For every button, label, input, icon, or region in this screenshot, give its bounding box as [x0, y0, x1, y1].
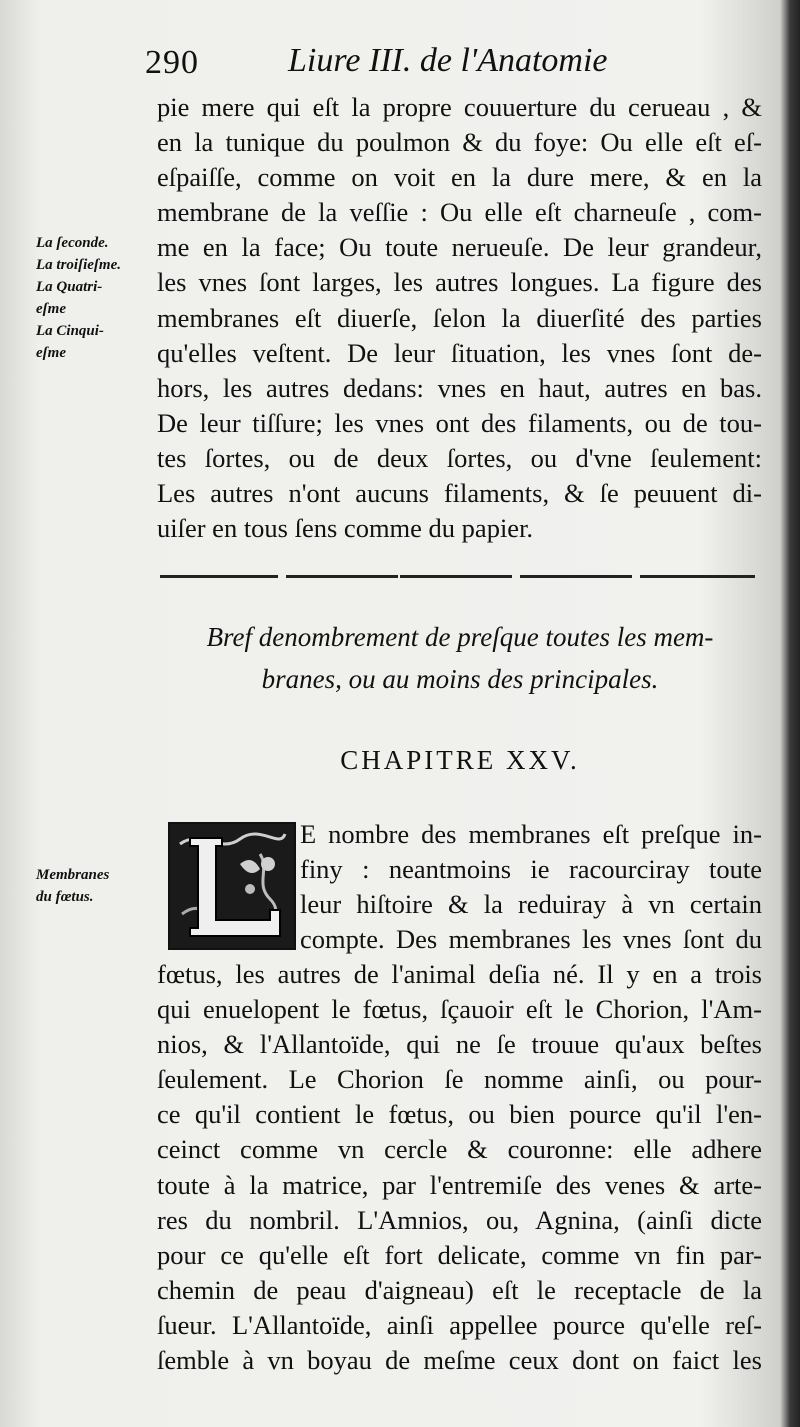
divider-segment	[520, 575, 632, 578]
text-block-fetus-membranes	[157, 957, 762, 1378]
page-number: 290	[145, 44, 199, 81]
text-line: en la tunique du poulmon & du foye: Ou elle eſt eſ-	[157, 127, 762, 158]
margin-notes-upper	[36, 232, 121, 364]
text-line: leur hiſtoire & la reduiray à vn certain	[300, 889, 762, 920]
chapter-heading-line-2: branes, ou au moins des principales.	[261, 664, 659, 694]
text-line: qu'elles veſtent. De leur ſituation, les vnes ſont de-	[157, 337, 762, 368]
text-line: pie mere qui eſt la propre couuerture du cerueau , &	[157, 92, 762, 122]
text-line: Les autres n'ont aucuns filaments, & ſe peuuent di-	[157, 478, 762, 509]
margin-note: eſme	[36, 345, 66, 361]
text-block-continuation	[157, 90, 762, 546]
section-divider	[160, 575, 755, 579]
text-line: ceinct comme vn cercle & couronne: elle adhere	[157, 1134, 762, 1165]
text-line: membranes eſt diuerſe, ſelon la diuerſité des parties	[157, 302, 762, 333]
margin-note: La Cinqui-	[36, 323, 104, 339]
page-header	[140, 40, 760, 92]
margin-note: La ſeconde.	[36, 235, 109, 251]
text-line: ſemble à vn boyau de meſme ceux dont on faict les	[157, 1345, 762, 1376]
text-line: uiſer en tous ſens comme du papier.	[157, 513, 534, 544]
text-line: fœtus, les autres de l'animal deſia né. Il y en a trois	[157, 959, 762, 989]
text-line: toute à la matrice, par l'entremiſe des venes & arte-	[157, 1169, 762, 1200]
chapter-number: CHAPITRE XXV.	[340, 745, 580, 775]
running-title: Liure III. de l'Anatomie	[288, 42, 608, 79]
text-line: ce qu'il contient le fœtus, ou bien pource qu'il l'en-	[157, 1099, 762, 1130]
margin-notes-lower	[36, 864, 109, 908]
divider-segment	[400, 575, 512, 578]
text-line: membrane de la veſſie : Ou elle eſt charneuſe , com-	[157, 197, 762, 228]
text-line: De leur tiſſure; les vnes ont des filaments, ou de tou-	[157, 407, 762, 438]
text-line: compte. Des membranes les vnes ſont du	[300, 924, 762, 955]
margin-note: La troiſieſme.	[36, 257, 121, 273]
text-line: ſeulement. Le Chorion ſe nomme ainſi, ou pour-	[157, 1064, 762, 1095]
text-line: tes ſortes, ou de deux ſortes, ou d'vne ſeulement:	[157, 442, 762, 473]
divider-segment	[286, 575, 398, 578]
margin-note: du fœtus.	[36, 889, 94, 905]
text-line: les vnes ſont larges, les autres longues. La figure des	[157, 267, 762, 298]
text-line: pour ce qu'elle eſt fort delicate, comme vn fin par-	[157, 1239, 762, 1270]
margin-note: La Quatri-	[36, 279, 103, 295]
divider-segment	[160, 575, 278, 578]
text-line: me en la face; Ou toute nerueuſe. De leur grandeur,	[157, 232, 762, 263]
text-line: finy : neantmoins ie racourciray toute	[300, 854, 762, 885]
text-line: res du nombril. L'Amnios, ou, Agnina, (ainſi dicte	[157, 1204, 762, 1235]
divider-segment	[640, 575, 755, 578]
ornate-letter-L-icon	[168, 822, 296, 950]
text-line: qui enuelopent le fœtus, ſçauoir eſt le Chorion, l'Am-	[157, 994, 762, 1025]
text-line: nios, & l'Allantoïde, qui ne ſe trouue qu'aux beſtes	[157, 1029, 762, 1060]
text-line: E nombre des membranes eſt preſque in-	[300, 819, 762, 849]
text-line: eſpaiſſe, comme on voit en la dure mere, & en la	[157, 162, 762, 193]
text-block-beside-initial	[300, 817, 762, 957]
text-line: ſueur. L'Allantoïde, ainſi appellee pource qu'elle reſ-	[157, 1309, 762, 1340]
text-line: chemin de peau d'aigneau) eſt le receptacle de la	[157, 1274, 762, 1305]
margin-note: Membranes	[36, 867, 110, 883]
margin-note: eſme	[36, 301, 66, 317]
chapter-heading-line-1: Bref denombrement de preſque toutes les mem-	[206, 622, 714, 652]
text-line: hors, les autres dedans: vnes en haut, autres en bas.	[157, 372, 762, 403]
